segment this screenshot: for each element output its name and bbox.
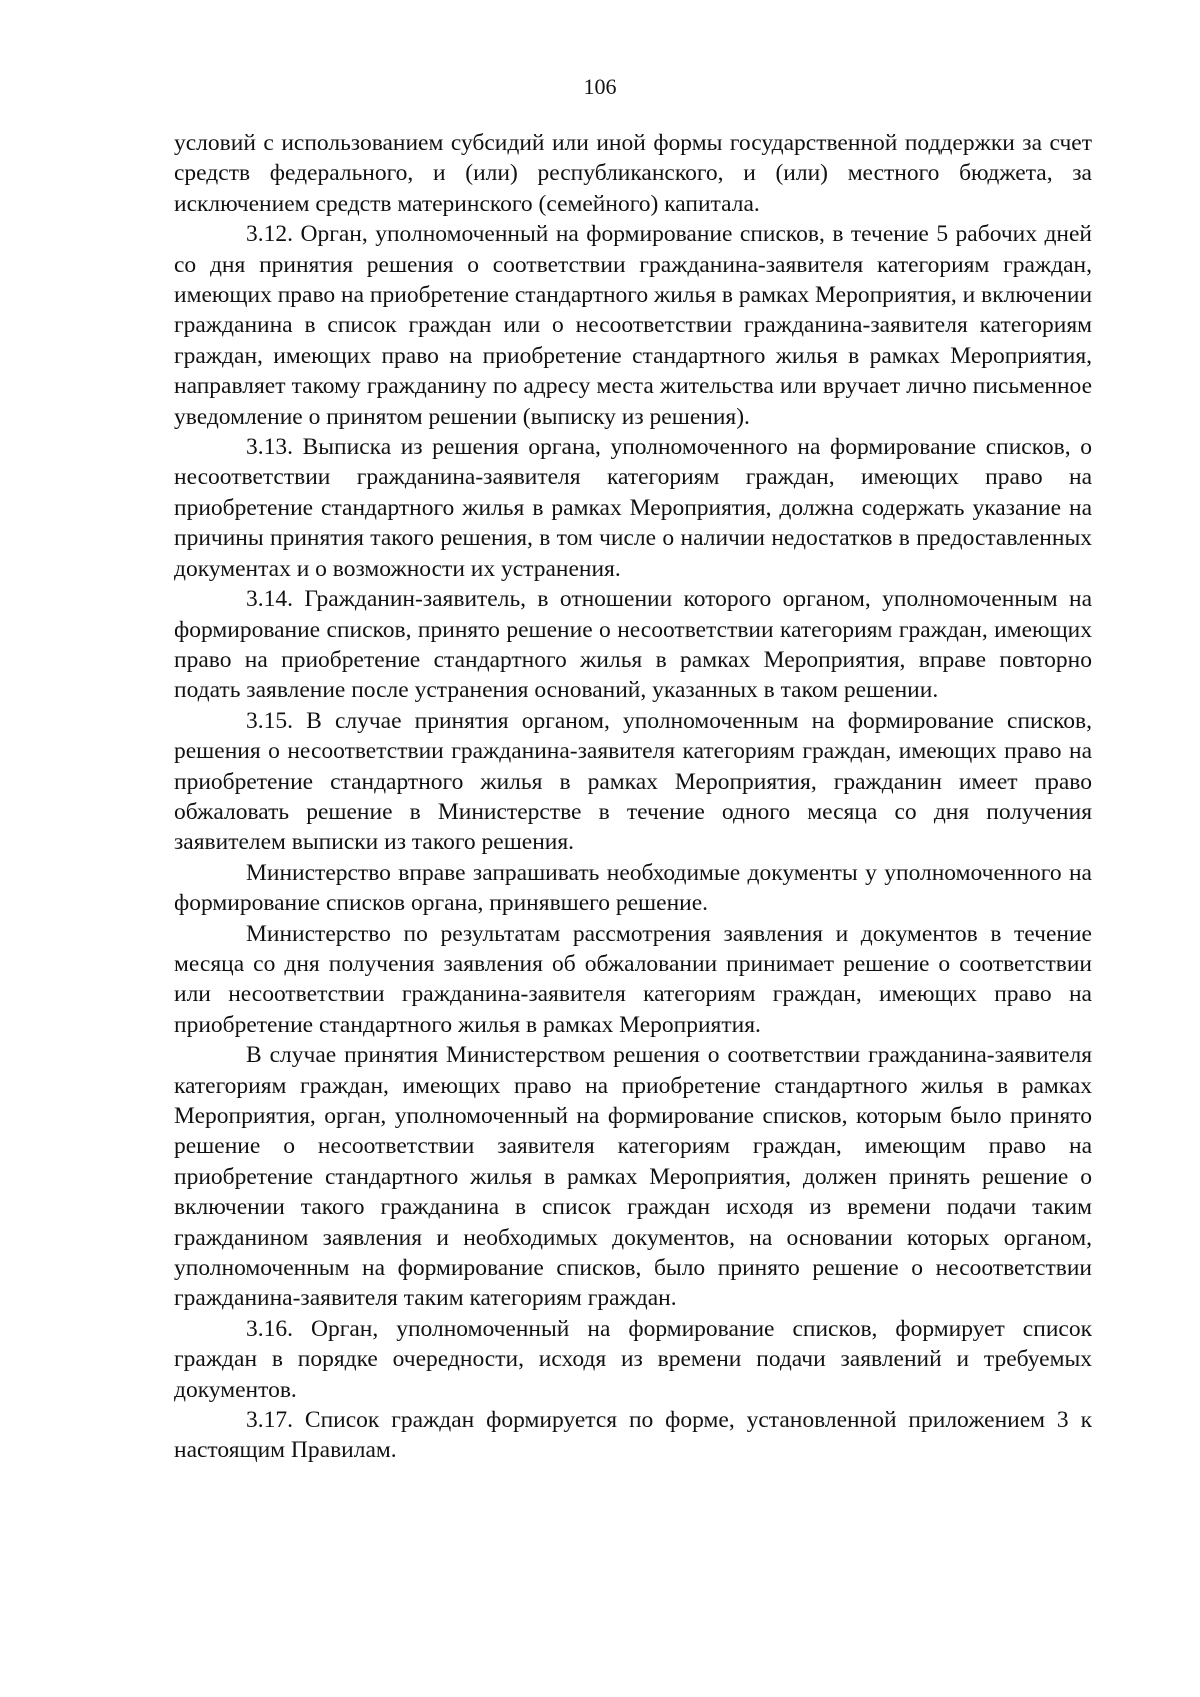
paragraph-continuation: условий с использованием субсидий или иной формы государственной поддержки за счет средств федерального, и (или) республиканского, и (или) местного бюджета, за исключением средств материнского (семейного) капитала. [174, 130, 1092, 217]
paragraph-3-12: 3.12. Орган, уполномоченный на формирование списков, в течение 5 рабочих дней со дня принятия решения о соответствии гражданина-заявителя категориям граждан, имеющих право на приобретение стандартного жилья в рамках Мероприятия, и включении гражданина в список граждан или о несоответствии гражданина-заявителя категориям граждан, имеющих право на приобретение стандартного жилья в рамках Мероприятия, направляет такому гражданину по адресу места жительства или вручает лично письменное уведомление о принятом решении (выписку из решения). [174, 221, 1093, 430]
paragraph-3-13: 3.13. Выписка из решения органа, уполномоченного на формирование списков, о несоответствии гражданина-заявителя категориям граждан, имеющих право на приобретение стандартного жилья в рамках Мероприятия, должна содержать указание на причины принятия такого решения, в том числе о наличии недостатков в предоставленных документах и о возможности их устранения. [174, 434, 1092, 582]
paragraph-ministry-request: Министерство вправе запрашивать необходимые документы у уполномоченного на формирование списков органа, принявшего решение. [174, 859, 1092, 917]
document-body [174, 128, 1092, 1466]
page-number: 106 [583, 74, 617, 99]
paragraph-ministry-decision: Министерство по результатам рассмотрения заявления и документов в течение месяца со дня получения заявления об обжаловании принимает решение о соответствии или несоответствии гражданина-заявителя категориям граждан, имеющих право на приобретение стандартного жилья в рамках Мероприятия. [174, 920, 1092, 1038]
paragraph-ministry-approval-case: В случае принятия Министерством решения о соответствии гражданина-заявителя категориям граждан, имеющих право на приобретение стандартного жилья в рамках Мероприятия, орган, уполномоченный на формирование списков, которым было принято решение о несоответствии заявителя категориям граждан, имеющим право на приобретение стандартного жилья в рамках Мероприятия, должен принять решение о включении такого гражданина в список граждан исходя из времени подачи таким гражданином заявления и необходимых документов, на основании которых органом, уполномоченным на формирование списков, было принято решение о несоответствии гражданина-заявителя таким категориям граждан. [174, 1042, 1092, 1312]
paragraph-3-16: 3.16. Орган, уполномоченный на формирование списков, формирует список граждан в порядке очередности, исходя из времени подачи заявлений и требуемых документов. [174, 1315, 1092, 1403]
paragraph-3-17: 3.17. Список граждан формируется по форме, установленной приложением 3 к настоящим Правилам. [174, 1407, 1092, 1464]
paragraph-3-14: 3.14. Гражданин-заявитель, в отношении которого органом, уполномоченным на формирование списков, принято решение о несоответствии категориям граждан, имеющих право на приобретение стандартного жилья в рамках Мероприятия, вправе повторно подать заявление после устранения оснований, указанных в таком решении. [174, 586, 1092, 704]
paragraph-3-15: 3.15. В случае принятия органом, уполномоченным на формирование списков, решения о несоответствии гражданина-заявителя категориям граждан, имеющих право на приобретение стандартного жилья в рамках Мероприятия, гражданин имеет право обжаловать решение в Министерстве в течение одного месяца со дня получения заявителем выписки из такого решения. [174, 707, 1092, 856]
